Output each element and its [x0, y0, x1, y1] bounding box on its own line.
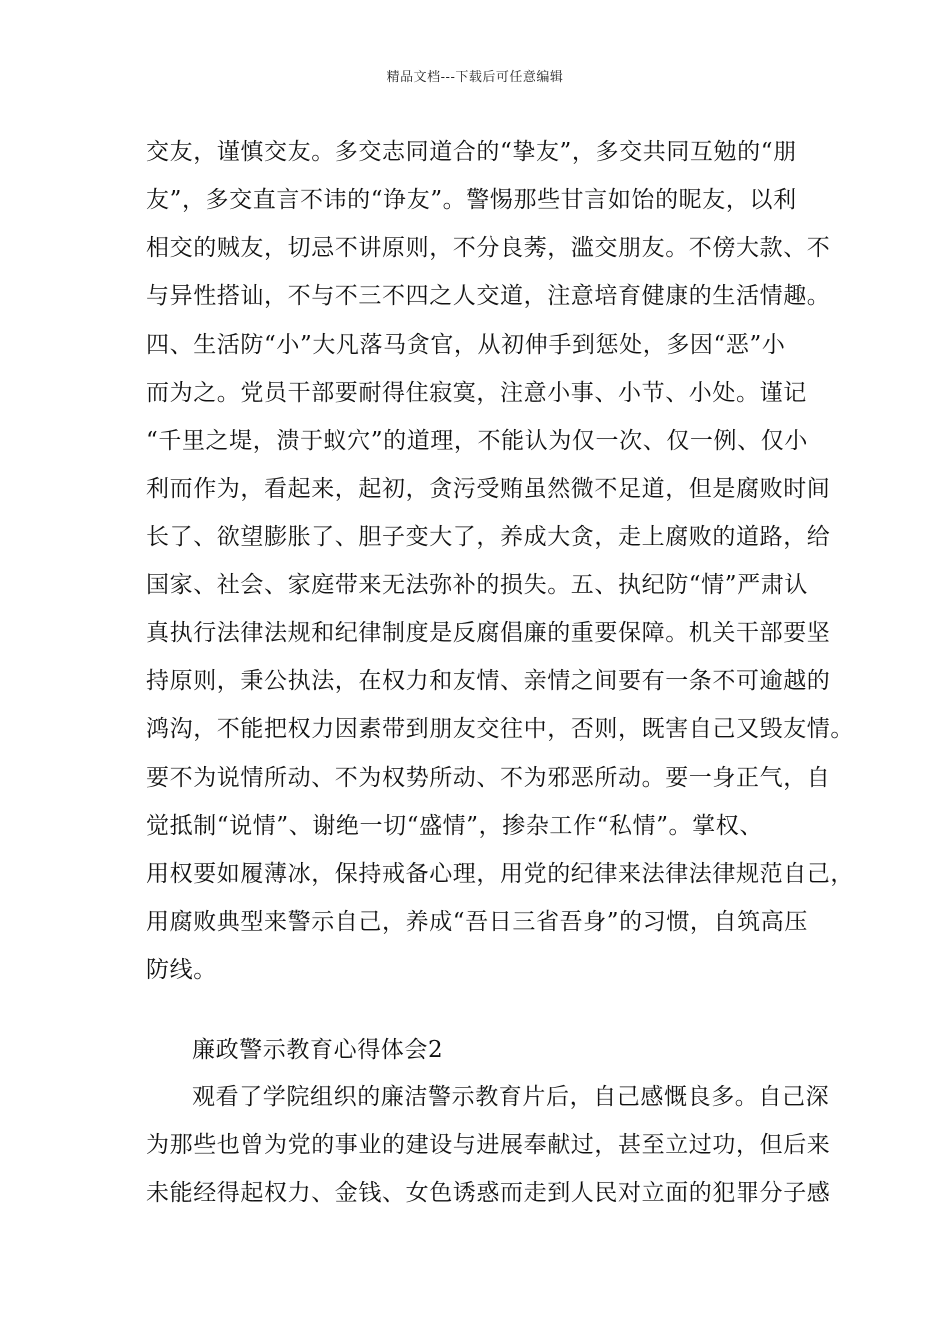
body-line: 为那些也曾为党的事业的建设与进展奉献过，甚至立过功，但后来 [146, 1132, 831, 1158]
body-line: 而为之。党员干部要耐得住寂寞，注意小事、小节、小处。谨记 [146, 380, 807, 406]
body-line: 相交的贼友，切忌不讲原则，不分良莠，滥交朋友。不傍大款、不 [146, 235, 831, 261]
body-line: 真执行法律法规和纪律制度是反腐倡廉的重要保障。机关干部要坚 [146, 620, 831, 646]
body-line: 长了、欲望膨胀了、胆子变大了，养成大贪，走上腐败的道路，给 [146, 524, 831, 550]
body-line: 四、生活防“小”大凡落马贪官，从初伸手到惩处，多因“恶”小 [146, 332, 786, 358]
body-line: 友”，多交直言不讳的“诤友”。警惕那些甘言如饴的昵友，以利 [146, 187, 797, 213]
body-line: 国家、社会、家庭带来无法弥补的损失。五、执纪防“情”严肃认 [146, 572, 808, 598]
body-line: 交友，谨慎交友。多交志同道合的“挚友”，多交共同互勉的“朋 [146, 139, 797, 165]
page-header: 精品文档---下载后可任意编辑 [386, 70, 564, 85]
section-title: 廉政警示教育心得体会2 [192, 1037, 444, 1063]
body-line: 与异性搭讪，不与不三不四之人交道，注意培育健康的生活情趣。 [146, 283, 831, 309]
body-line: 未能经得起权力、金钱、女色诱惑而走到人民对立面的犯罪分子感 [146, 1180, 831, 1206]
body-line: 要不为说情所动、不为权势所动、不为邪恶所动。要一身正气，自 [146, 765, 831, 791]
body-line: 鸿沟，不能把权力因素带到朋友交往中，否则，既害自己又毁友情。 [146, 716, 854, 742]
body-line: 利而作为，看起来，起初，贪污受贿虽然微不足道，但是腐败时间 [146, 476, 831, 502]
body-line: 观看了学院组织的廉洁警示教育片后，自己感慨良多。自己深 [192, 1084, 830, 1110]
body-line: 用权要如履薄冰，保持戒备心理，用党的纪律来法律法律规范自己， [146, 861, 854, 887]
body-line: 持原则，秉公执法，在权力和友情、亲情之间要有一条不可逾越的 [146, 668, 831, 694]
body-line: 防线。 [146, 957, 217, 983]
body-line: “千里之堤，溃于蚁穴”的道理，不能认为仅一次、仅一例、仅小 [146, 428, 808, 454]
body-line: 觉抵制“说情”、谢绝一切“盛情”，掺杂工作“私情”。掌权、 [146, 813, 763, 839]
body-line: 用腐败典型来警示自己，养成“吾日三省吾身”的习惯，自筑高压 [146, 909, 808, 935]
